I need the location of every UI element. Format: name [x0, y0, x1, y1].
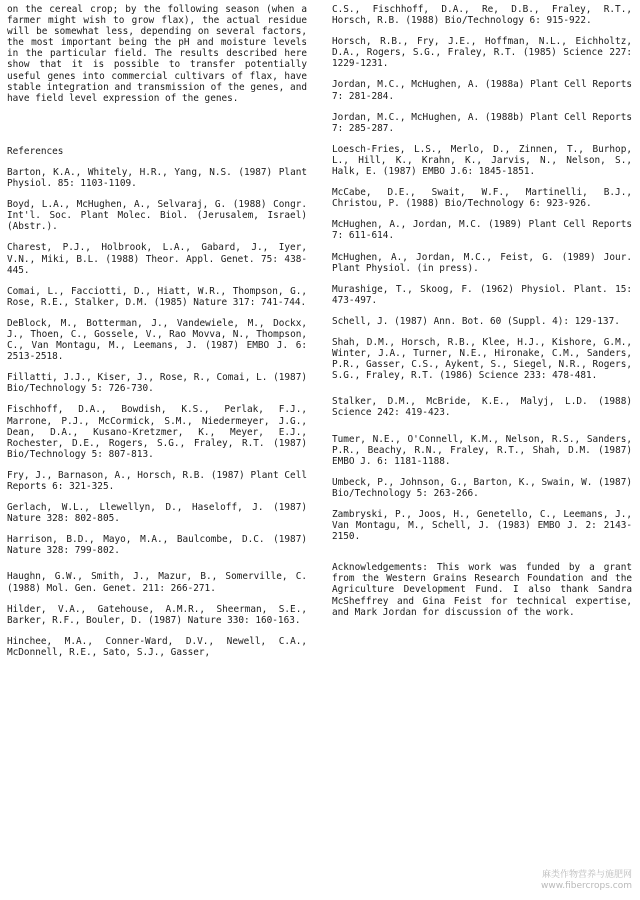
reference-entry: Loesch-Fries, L.S., Merlo, D., Zinnen, T., Burhop, L., Hill, K., Krahn, K., Jarvis, N., Nelson, S., Halk, E. (1987) EMBO J.6: 1845-1851.: [332, 143, 632, 178]
reference-entry: Murashige, T., Skoog, F. (1962) Physiol. Plant. 15: 473-497.: [332, 283, 632, 306]
watermark-line-2: www.fibercrops.com: [541, 881, 632, 891]
reference-entry: Barton, K.A., Whitely, H.R., Yang, N.S. (1987) Plant Physiol. 85: 1103-1109.: [7, 166, 307, 190]
reference-entry: Harrison, B.D., Mayo, M.A., Baulcombe, D.C. (1987) Nature 328: 799-802.: [7, 534, 307, 557]
intro-paragraph: on the cereal crop; by the following season (when a farmer might wish to grow flax), the actual residue will be somewhat less, depending on several factors, the most important being the pH and moisture levels in the particular field. The results described here show that it is possible to transfer potentially useful genes into commercial cultivars of flax, have stable integration and transmission of the genes, and have field level expression of the genes.: [7, 4, 307, 104]
reference-entry: Fry, J., Barnason, A., Horsch, R.B. (1987) Plant Cell Reports 6: 321-325.: [7, 469, 307, 492]
site-watermark: [541, 870, 632, 892]
reference-entry: C.S., Fischhoff, D.A., Re, D.B., Fraley, R.T., Horsch, R.B. (1988) Bio/Technology 6: 915-922.: [332, 4, 632, 27]
reference-entry: Horsch, R.B., Fry, J.E., Hoffman, N.L., Eichholtz, D.A., Rogers, S.G., Fraley, R.T. (1985) Science 227: 1229-1231.: [332, 36, 632, 70]
right-column: [332, 4, 632, 618]
reference-entry: Tumer, N.E., O'Connell, K.M., Nelson, R.S., Sanders, P.R., Beachy, R.N., Fraley, R.T., Shah, D.M. (1987) EMBO J. 6: 1181-1188.: [332, 433, 632, 467]
reference-entry: Jordan, M.C., McHughen, A. (1988b) Plant Cell Reports 7: 285-287.: [332, 111, 632, 134]
reference-entry: Umbeck, P., Johnson, G., Barton, K., Swain, W. (1987) Bio/Technology 5: 263-266.: [332, 476, 632, 499]
reference-entry: Haughn, G.W., Smith, J., Mazur, B., Somerville, C. (1988) Mol. Gen. Genet. 211: 266-271.: [7, 571, 307, 594]
reference-entry: Charest, P.J., Holbrook, L.A., Gabard, J., Iyer, V.N., Miki, B.L. (1988) Theor. Appl. Genet. 75: 438-445.: [7, 242, 307, 276]
watermark-line-1: 麻类作物营养与施肥网: [541, 870, 632, 880]
reference-entry: Hinchee, M.A., Conner-Ward, D.V., Newell, C.A., McDonnell, R.E., Sato, S.J., Gasser,: [7, 635, 307, 658]
reference-entry: Stalker, D.M., McBride, K.E., Malyj, L.D. (1988) Science 242: 419-423.: [332, 396, 632, 419]
reference-entry: McCabe, D.E., Swait, W.F., Martinelli, B.J., Christou, P. (1988) Bio/Technology 6: 923-926.: [332, 187, 632, 210]
reference-entry: Shah, D.M., Horsch, R.B., Klee, H.J., Kishore, G.M., Winter, J.A., Turner, N.E., Hironake, C.M., Sanders, P.R., Gasser, C.S., Aykent, S., Siegel, N.R., Rogers, S.G., Fraley, R.T. (1986) Science 233: 478-481.: [332, 336, 632, 382]
reference-entry: Zambryski, P., Joos, H., Genetello, C., Leemans, J., Van Montagu, M., Schell, J. (1983) EMBO J. 2: 2143-2150.: [332, 509, 632, 543]
reference-entry: Gerlach, W.L., Llewellyn, D., Haseloff, J. (1987) Nature 328: 802-805.: [7, 502, 307, 525]
reference-entry: McHughen, A., Jordan, M.C. (1989) Plant Cell Reports 7: 611-614.: [332, 219, 632, 242]
reference-entry: McHughen, A., Jordan, M.C., Feist, G. (1989) Jour. Plant Physiol. (in press).: [332, 251, 632, 274]
references-heading: References: [7, 145, 64, 157]
reference-entry: Hilder, V.A., Gatehouse, A.M.R., Sheerman, S.E., Barker, R.F., Bouler, D. (1987) Nature 330: 160-163.: [7, 603, 307, 626]
reference-entry: DeBlock, M., Botterman, J., Vandewiele, M., Dockx, J., Thoen, C., Gossele, V., Rao Movva, N., Thompson, C., Van Montagu, M., Leemans, J. (1987) EMBO J. 6: 2513-2518.: [7, 317, 307, 363]
reference-entry: Boyd, L.A., McHughen, A., Selvaraj, G. (1988) Congr. Int'l. Soc. Plant Molec. Biol. (Jerusalem, Israel) (Abstr.).: [7, 199, 307, 233]
acknowledgements-paragraph: Acknowledgements: This work was funded by a grant from the Western Grains Research Foundation and the Agriculture Development Fund. I also thank Sandra McSheffrey and Gina Feist for technical expertise, and Mark Jordan for discussion of the work.: [332, 562, 632, 618]
reference-entry: Schell, J. (1987) Ann. Bot. 60 (Suppl. 4): 129-137.: [332, 315, 620, 327]
reference-entry: Comai, L., Facciotti, D., Hiatt, W.R., Thompson, G., Rose, R.E., Stalker, D.M. (1985) Nature 317: 741-744.: [7, 285, 307, 308]
reference-entry: Fillatti, J.J., Kiser, J., Rose, R., Comai, L. (1987) Bio/Technology 5: 726-730.: [7, 372, 307, 395]
reference-entry: Fischhoff, D.A., Bowdish, K.S., Perlak, F.J., Marrone, P.J., McCormick, S.M., Niedermeyer, J.G., Dean, D.A., Kusano-Kretzmer, K., Meyer, E.J., Rochester, D.E., Rogers, S.G., Fraley, R.T. (1987) Bio/Technology 5: 807-813.: [7, 404, 307, 460]
left-column: [7, 4, 307, 668]
reference-entry: Jordan, M.C., McHughen, A. (1988a) Plant Cell Reports 7: 281-284.: [332, 79, 632, 102]
